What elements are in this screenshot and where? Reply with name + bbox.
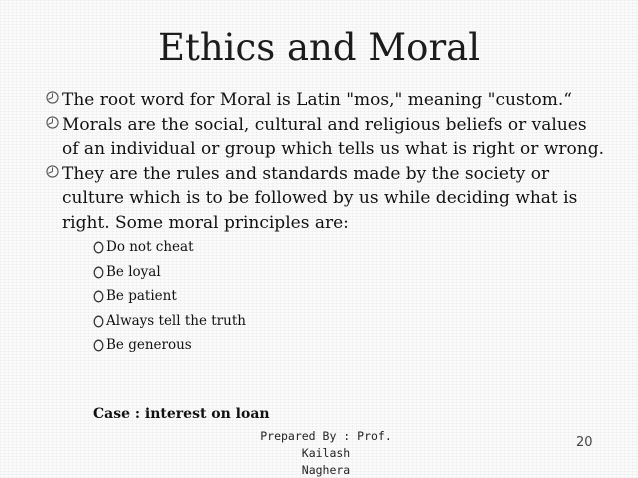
principle-text: Always tell the truth [106,312,246,329]
bullet-item [46,162,606,236]
principle-item [93,260,606,285]
clock-bullet-icon [46,165,59,178]
bullet-text: Morals are the social, cultural and religious beliefs or values of an individual or group which tells us what is right or wrong. [62,114,604,159]
principle-item [93,235,606,260]
principle-item [93,333,606,358]
principle-text: Be loyal [106,263,161,280]
principle-text: Be generous [106,337,192,353]
footer-credit [236,428,416,478]
footer-line-2: Naghera [301,463,351,477]
bullet-text: The root word for Moral is Latin "mos," meaning "custom.“ [62,90,572,110]
bullet-text: They are the rules and standards made by the society or culture which is to be followed by us while deciding what is right. Some moral principles are: [62,163,578,233]
clock-bullet-icon [46,116,59,129]
principle-item [93,284,606,309]
ring-bullet-icon [93,315,104,328]
ring-bullet-icon [93,339,104,352]
bullet-item [46,113,606,162]
ring-bullet-icon [93,266,104,279]
principle-item [93,309,606,334]
footer-line-1: Prepared By : Prof. Kailash [260,429,392,460]
clock-bullet-icon [46,91,59,104]
case-label: Case : interest on loan [93,406,270,422]
page-number: 20 [576,435,593,450]
bullet-item [46,88,606,113]
principle-text: Do not cheat [106,239,194,255]
bullet-list [46,88,606,358]
slide-title: Ethics and Moral [157,26,481,69]
principle-text: Be patient [106,288,177,304]
ring-bullet-icon [93,290,104,303]
ring-bullet-icon [93,241,104,254]
